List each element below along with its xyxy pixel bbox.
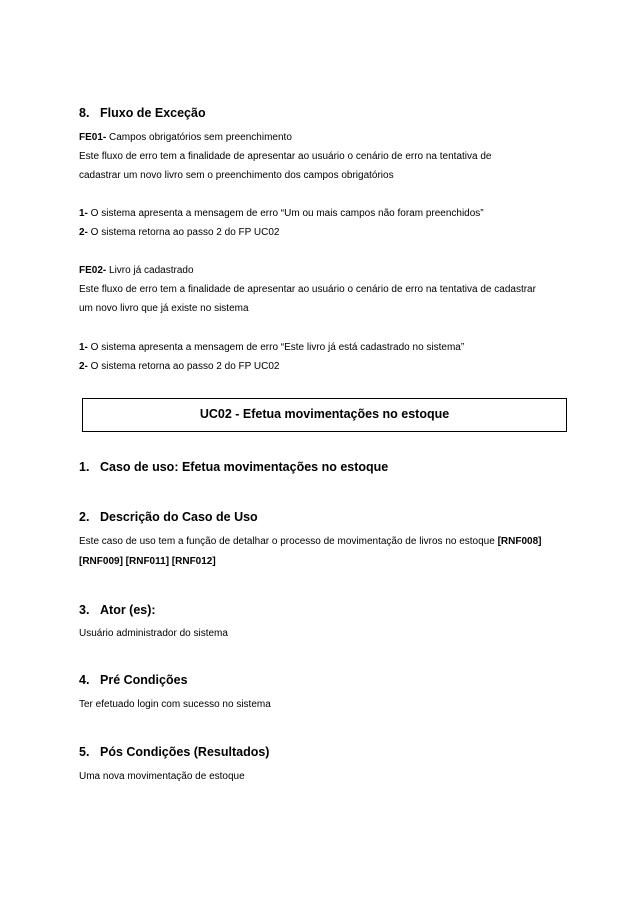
section-number: 5.: [79, 745, 90, 759]
section-2-text-line-1: [79, 536, 542, 548]
section-5-text: Uma nova movimentação de estoque: [79, 771, 245, 782]
step-number: 1-: [79, 342, 88, 353]
section-4-text: Ter efetuado login com sucesso no sistema: [79, 699, 271, 710]
section-title: Caso de uso: Efetua movimentações no estoque: [100, 460, 389, 474]
section-5-heading: [79, 745, 269, 759]
step-number: 1-: [79, 208, 88, 219]
section-number: 8.: [79, 106, 90, 120]
fe01-title: Campos obrigatórios sem preenchimento: [106, 132, 292, 143]
section-2-text-line-2: [RNF009] [RNF011] [RNF012]: [79, 556, 216, 567]
use-case-title: UC02 - Efetua movimentações no estoque: [199, 407, 450, 421]
fe02-desc-line-1: Este fluxo de erro tem a finalidade de apresentar ao usuário o cenário de erro na tentativa de cadastrar: [79, 284, 536, 295]
section-number: 3.: [79, 603, 90, 617]
section-2-heading: [79, 510, 258, 524]
fe02-desc-line-2: um novo livro que já existe no sistema: [79, 303, 249, 314]
section-1-heading: [79, 460, 388, 474]
fe01-desc-line-2: cadastrar um novo livro sem o preenchimento dos campos obrigatórios: [79, 170, 394, 181]
use-case-title-box: [82, 398, 567, 432]
section-title: Fluxo de Exceção: [100, 106, 206, 120]
section-3-text: Usuário administrador do sistema: [79, 628, 228, 639]
fe02-step-2: [79, 361, 279, 373]
requirement-ref: [RNF008]: [497, 536, 542, 547]
step-text: O sistema apresenta a mensagem de erro “Este livro já está cadastrado no sistema”: [87, 342, 465, 353]
section-3-heading: [79, 603, 156, 617]
section-number: 4.: [79, 673, 90, 687]
step-text: O sistema retorna ao passo 2 do FP UC02: [87, 227, 280, 238]
fe01-desc-line-1: Este fluxo de erro tem a finalidade de apresentar ao usuário o cenário de erro na tentativa de: [79, 151, 492, 162]
fe02-label: [79, 265, 194, 277]
step-text: O sistema retorna ao passo 2 do FP UC02: [87, 361, 280, 372]
section-title: Pré Condições: [100, 673, 188, 687]
section-8-heading: [79, 106, 206, 120]
description-text: Este caso de uso tem a função de detalhar o processo de movimentação de livros no estoque: [79, 536, 498, 547]
fe01-code: FE01-: [79, 132, 107, 143]
section-title: Ator (es):: [100, 603, 156, 617]
fe01-label: [79, 132, 292, 144]
fe02-code: FE02-: [79, 265, 107, 276]
step-number: 2-: [79, 227, 88, 238]
section-title: Pós Condições (Resultados): [100, 745, 270, 759]
section-title: Descrição do Caso de Uso: [100, 510, 258, 524]
step-text: O sistema apresenta a mensagem de erro “Um ou mais campos não foram preenchidos”: [87, 208, 484, 219]
fe01-step-1: [79, 208, 484, 220]
section-number: 2.: [79, 510, 90, 524]
fe02-step-1: [79, 342, 464, 354]
fe02-title: Livro já cadastrado: [106, 265, 194, 276]
section-number: 1.: [79, 460, 90, 474]
fe01-step-2: [79, 227, 279, 239]
step-number: 2-: [79, 361, 88, 372]
section-4-heading: [79, 673, 188, 687]
